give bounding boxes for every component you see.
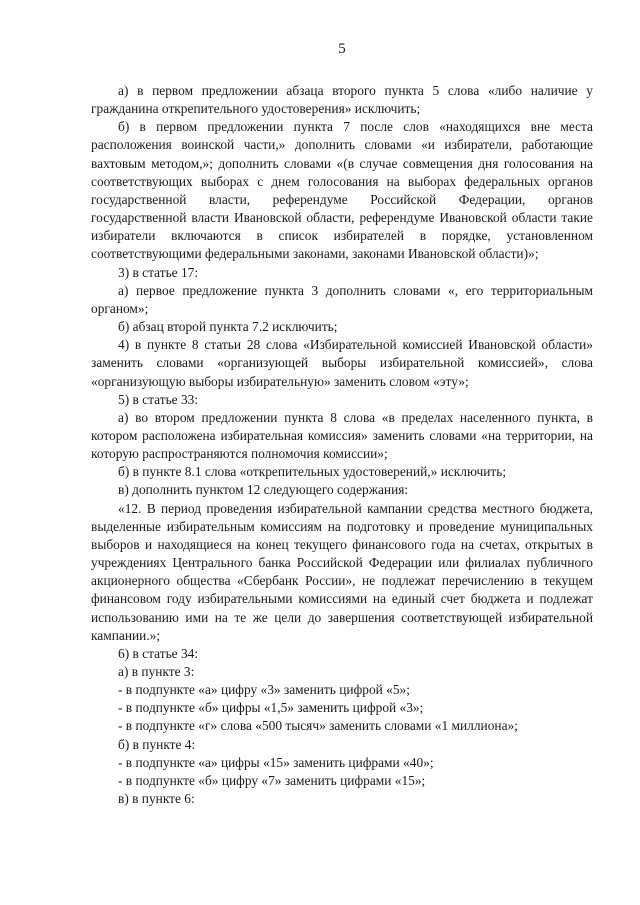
paragraph: 6) в статье 34: <box>118 645 199 661</box>
paragraph: а) во втором предложении пункта 8 слова «в пределах населенного пункта, в котором расположена избирательная комиссия» заменить словами «на территории, на которую распространяются полномочия комиссии»; <box>91 409 593 462</box>
paragraph: б) абзац второй пункта 7.2 исключить; <box>118 319 338 335</box>
list-item: - в подпункте «б» цифру «7» заменить цифрами «15»; <box>118 772 426 788</box>
paragraph: 4) в пункте 8 статьи 28 слова «Избирательной комиссией Ивановской области» заменить словами «организующей выборы избирательной комиссией», слова «организующую выборы избирательную» заменить словом «эту»; <box>91 337 593 389</box>
paragraph: в) в пункте 6: <box>118 791 195 807</box>
paragraph: в) дополнить пунктом 12 следующего содержания: <box>118 482 409 498</box>
paragraph: б) в первом предложении пункта 7 после слов «находящихся вне места расположения воинской части,» дополнить словами «и избиратели, работающие вахтовым методом,»; дополнить словами «(в случае совмещения дня голосования на соответствующих выборах с днем голосования на выборах федеральных органов государственной власти, референдуме Российской Федерации, органов государственной власти Ивановской области, референдуме Ивановской области такие избиратели включаются в список избирателей в порядке, установленном соответствующими федеральными законами, законами Ивановской области)»; <box>91 119 593 262</box>
paragraph: а) в первом предложении абзаца второго пункта 5 слова «либо наличие у гражданина открепительного удостоверения» исключить; <box>91 83 593 117</box>
list-item: - в подпункте «а» цифру «3» заменить цифрой «5»; <box>118 682 410 698</box>
paragraph: б) в пункте 8.1 слова «открепительных удостоверений,» исключить; <box>118 464 507 480</box>
paragraph: 3) в статье 17: <box>118 264 199 280</box>
paragraph: а) в пункте 3: <box>118 664 195 679</box>
paragraph: а) первое предложение пункта 3 дополнить словами «, его территориальным органом»; <box>91 282 593 316</box>
list-item: - в подпункте «б» цифры «1,5» заменить цифрой «3»; <box>118 700 424 716</box>
paragraph: «12. В период проведения избирательной кампании средства местного бюджета, выделенные избирательным комиссиям на подготовку и проведение муниципальных выборов и находящиеся на конец текущего финансового года на счетах, открытых в учреждениях Центрального банка Российской Федерации или филиалах публичного акционерного общества «Сбербанк России», не подлежат перечислению в текущем финансовом году избирательными комиссиями на единый счет бюджета и подлежат использованию ими на те же цели до завершения соответствующей избирательной кампании.»; <box>91 500 593 643</box>
list-item: - в подпункте «а» цифры «15» заменить цифрами «40»; <box>118 754 434 770</box>
page-number: 5 <box>338 41 346 57</box>
paragraph: б) в пункте 4: <box>118 736 196 752</box>
list-item: - в подпункте «г» слова «500 тысяч» заменить словами «1 миллиона»; <box>118 718 518 734</box>
document-page <box>91 40 593 808</box>
paragraph: 5) в статье 33: <box>118 391 199 407</box>
